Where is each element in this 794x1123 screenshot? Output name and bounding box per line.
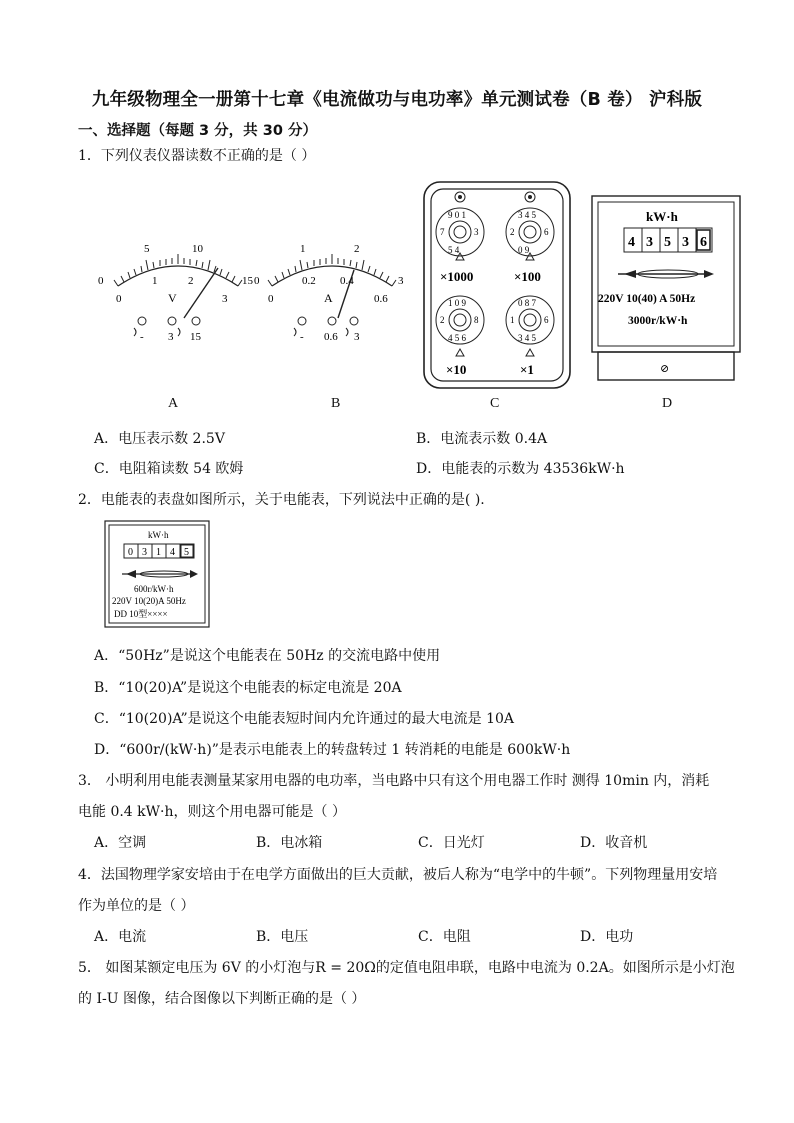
ammeter-figure [250,236,420,354]
q1-option-b: B．电流表示数 0.4A [416,431,548,447]
svg-text:8: 8 [474,315,479,325]
svg-text:3 4 5: 3 4 5 [518,333,536,343]
ammeter-terminal-06: 0.6 [324,331,338,343]
q3-line-2: 电能 0.4 kW·h，则这个用电器可能是（ ） [78,804,346,820]
voltmeter-top-tick-5: 5 [144,243,150,255]
voltmeter-terminal-3: 3 [168,331,174,343]
meter-d-digit-3: 5 [664,235,671,250]
meter-d-screw-icon: ⊘ [660,363,670,375]
meter-q2-digit-4: 4 [170,547,175,558]
svg-text:9 0 1: 9 0 1 [448,210,466,220]
voltmeter-bottom-tick-3: 3 [222,293,228,305]
svg-text:3: 3 [474,227,479,237]
meter-q2-digit-3: 1 [156,547,161,558]
meter-q2-digit-5: 5 [184,547,189,558]
q2-stem: 2．电能表的表盘如图所示，关于电能表，下列说法中正确的是( ). [78,492,485,508]
meter-d-rate: 3000r/kW·h [628,315,688,327]
ammeter-terminal-neg: - [300,331,304,343]
energy-meter-figure-d [590,194,742,384]
dial-multiplier-10: ×10 [446,362,467,377]
voltmeter-top-tick-10: 10 [192,243,203,255]
meter-q2-digit-1: 0 [128,547,133,558]
ammeter-bottom-tick-02: 0.2 [302,275,316,287]
page-title: 九年级物理全一册第十七章《电流做功与电功率》单元测试卷（B 卷） 沪科版 [91,90,703,110]
svg-text:1 0 9: 1 0 9 [448,298,466,308]
ammeter-bottom-tick-0: 0 [268,293,274,305]
q2-option-d: D．“600r/(kW·h)”是表示电能表上的转盘转过 1 转消耗的电能是 600kW·h [94,742,571,758]
voltmeter-top-tick-15: 15 [242,275,253,287]
svg-text:0 9: 0 9 [518,245,530,255]
ammeter-top-tick-0: 0 [254,275,260,287]
ammeter-unit: A [324,291,333,305]
q4-option-a: A．电流 [94,929,147,945]
meter-d-digit-1: 4 [628,235,635,250]
figure-label-c: C [490,396,500,411]
svg-text:1: 1 [510,315,515,325]
meter-d-unit: kW·h [646,209,678,224]
svg-text:6: 6 [544,227,549,237]
svg-text:2: 2 [440,315,445,325]
dial-multiplier-1000: ×1000 [440,269,474,284]
q4-line-1: 4．法国物理学家安培由于在电学方面做出的巨大贡献，被后人称为“电学中的牛顿”。下列物理量用安培 [78,867,718,883]
q3-option-d: D．收音机 [580,835,648,851]
q4-option-d: D．电功 [580,929,634,945]
section-heading: 一、选择题（每题 3 分，共 30 分） [78,123,317,139]
figure-label-a: A [168,396,179,411]
meter-q2-digit-2: 3 [142,547,147,558]
voltmeter-figure [88,236,268,354]
meter-q2-spec: 220V 10(20)A 50Hz [112,596,186,606]
svg-text:5 4: 5 4 [448,245,460,255]
q2-option-c: C．“10(20)A”是说这个电能表短时间内允许通过的最大电流是 10A [94,711,515,727]
q3-option-c: C．日光灯 [418,835,485,851]
q4-line-2: 作为单位的是（ ） [78,898,195,914]
meter-d-digit-2: 3 [646,235,653,250]
svg-text:6: 6 [544,315,549,325]
dial-multiplier-1: ×1 [520,362,534,377]
q2-option-a: A．“50Hz”是说这个电能表在 50Hz 的交流电路中使用 [94,648,441,664]
svg-text:0 8 7: 0 8 7 [518,298,536,308]
dial-multiplier-100: ×100 [514,269,541,284]
q3-line-1: 3． 小明利用电能表测量某家用电器的电功率，当电路中只有这个用电器工作时 测得 10min 内，消耗 [78,773,710,789]
svg-text:3 4 5: 3 4 5 [518,210,536,220]
svg-text:2: 2 [510,227,515,237]
ammeter-top-tick-3: 3 [398,275,404,287]
q2-option-b: B．“10(20)A”是说这个电能表的标定电流是 20A [94,680,402,696]
q4-option-c: C．电阻 [418,929,471,945]
q3-option-b: B．电冰箱 [256,835,323,851]
voltmeter-terminal-15: 15 [190,331,201,343]
voltmeter-unit: V [168,291,177,305]
figure-label-b: B [331,396,341,411]
meter-d-digit-5: 6 [700,235,707,250]
svg-text:7: 7 [440,227,445,237]
energy-meter-figure-q2 [104,520,210,628]
ammeter-bottom-tick-06: 0.6 [374,293,388,305]
voltmeter-bottom-tick-0: 0 [116,293,122,305]
q4-option-b: B．电压 [256,929,309,945]
q5-line-1: 5． 如图某额定电压为 6V 的小灯泡与R = 20Ω的定值电阻串联，电路中电流为 0.2A。如图所示是小灯泡 [78,960,735,976]
q1-option-a: A．电压表示数 2.5V [94,431,225,447]
resistance-box-figure [422,180,572,390]
voltmeter-terminal-neg: - [140,331,144,343]
q1-stem: 1．下列仪表仪器读数不正确的是（ ） [78,148,316,164]
q3-option-a: A．空调 [94,835,147,851]
meter-d-digit-4: 3 [682,235,689,250]
meter-q2-rate: 600r/kW·h [134,584,174,594]
meter-q2-unit: kW·h [148,530,169,540]
q1-option-c: C．电阻箱读数 54 欧姆 [94,461,244,477]
q1-option-d: D．电能表的示数为 43536kW·h [416,461,625,477]
voltmeter-bottom-tick-1: 1 [152,275,158,287]
figure-label-d: D [662,396,673,411]
q5-line-2: 的 I-U 图像，结合图像以下判断正确的是（ ） [78,991,366,1007]
voltmeter-bottom-tick-2: 2 [188,275,194,287]
meter-q2-model: DD 10型×××× [114,609,168,619]
ammeter-terminal-3: 3 [354,331,360,343]
meter-d-spec: 220V 10(40) A 50Hz [598,293,696,305]
ammeter-top-tick-1: 1 [300,243,306,255]
ammeter-top-tick-2: 2 [354,243,360,255]
ammeter-bottom-tick-04: 0.4 [340,275,354,287]
svg-text:4 5 6: 4 5 6 [448,333,466,343]
voltmeter-top-tick-0: 0 [98,275,104,287]
